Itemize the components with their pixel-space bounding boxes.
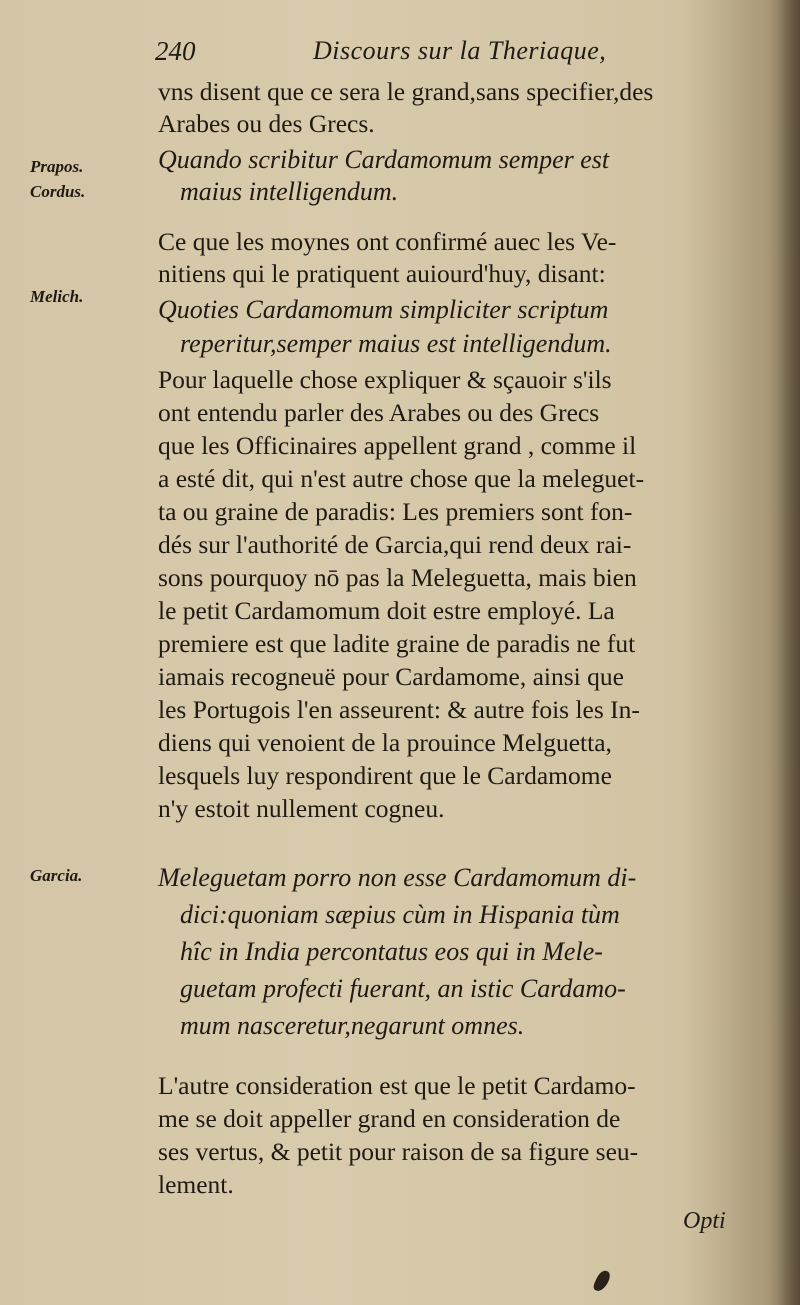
text-line: Pour laquelle chose expliquer & sçauoir s'ils (158, 365, 612, 394)
quote-line: hîc in India percontatus eos qui in Mele- (180, 937, 603, 966)
ink-blot (592, 1268, 612, 1293)
text-line: me se doit appeller grand en consideration de (158, 1104, 621, 1133)
margin-note-garcia: Garcia. (30, 866, 83, 885)
text-line: iamais recogneuë pour Cardamome, ainsi que (158, 662, 624, 691)
text-line: lement. (158, 1170, 234, 1199)
quote-line: maius intelligendum. (180, 177, 399, 206)
quote-line: mum nasceretur,negarunt omnes. (180, 1011, 525, 1040)
text-line: ses vertus, & petit pour raison de sa figure seu- (158, 1137, 639, 1166)
text-line: premiere est que ladite graine de paradis ne fut (158, 629, 636, 658)
text-line: ta ou graine de paradis: Les premiers sont fon- (158, 497, 633, 526)
catchword: Opti (683, 1208, 726, 1234)
text-line: dés sur l'authorité de Garcia,qui rend deux rai- (158, 530, 632, 559)
margin-note-prapos: Prapos. (30, 157, 84, 176)
text-line: sons pourquoy nō pas la Meleguetta, mais bien (158, 563, 637, 592)
quote-line: guetam profecti fuerant, an istic Cardamo- (180, 974, 626, 1003)
page-gutter-shadow (778, 0, 800, 1305)
text-line: vns disent que ce sera le grand,sans specifier,des (158, 77, 654, 106)
text-line: nitiens qui le pratiquent auiourd'huy, disant: (158, 259, 606, 288)
text-line: ont entendu parler des Arabes ou des Grecs (158, 398, 600, 427)
quote-line: Quoties Cardamomum simpliciter scriptum (158, 295, 609, 324)
text-line: n'y estoit nullement cogneu. (158, 794, 445, 823)
margin-note-cordus: Cordus. (30, 182, 86, 201)
quote-line: Meleguetam porro non esse Cardamomum di- (158, 863, 637, 892)
text-line: Ce que les moynes ont confirmé auec les Ve- (158, 227, 617, 256)
margin-note-melich: Melich. (30, 287, 84, 306)
text-line: a esté dit, qui n'est autre chose que la meleguet- (158, 464, 645, 493)
text-line: diens qui venoient de la prouince Melguetta, (158, 728, 612, 757)
quote-line: reperitur,semper maius est intelligendum. (180, 329, 612, 358)
quote-line: dici:quoniam sæpius cùm in Hispania tùm (180, 900, 620, 929)
text-line: L'autre consideration est que le petit Cardamo- (158, 1071, 636, 1100)
text-line: lesquels luy respondirent que le Cardamome (158, 761, 612, 790)
running-title: Discours sur la Theriaque, (313, 36, 607, 65)
quote-line: Quando scribitur Cardamomum semper est (158, 145, 610, 174)
running-head (155, 36, 755, 72)
text-line: les Portugois l'en asseurent: & autre fois les In- (158, 695, 640, 724)
text-line: Arabes ou des Grecs. (158, 109, 375, 138)
text-line: que les Officinaires appellent grand , comme il (158, 431, 637, 460)
page-number: 240 (155, 36, 196, 66)
text-line: le petit Cardamomum doit estre employé. La (158, 596, 615, 625)
